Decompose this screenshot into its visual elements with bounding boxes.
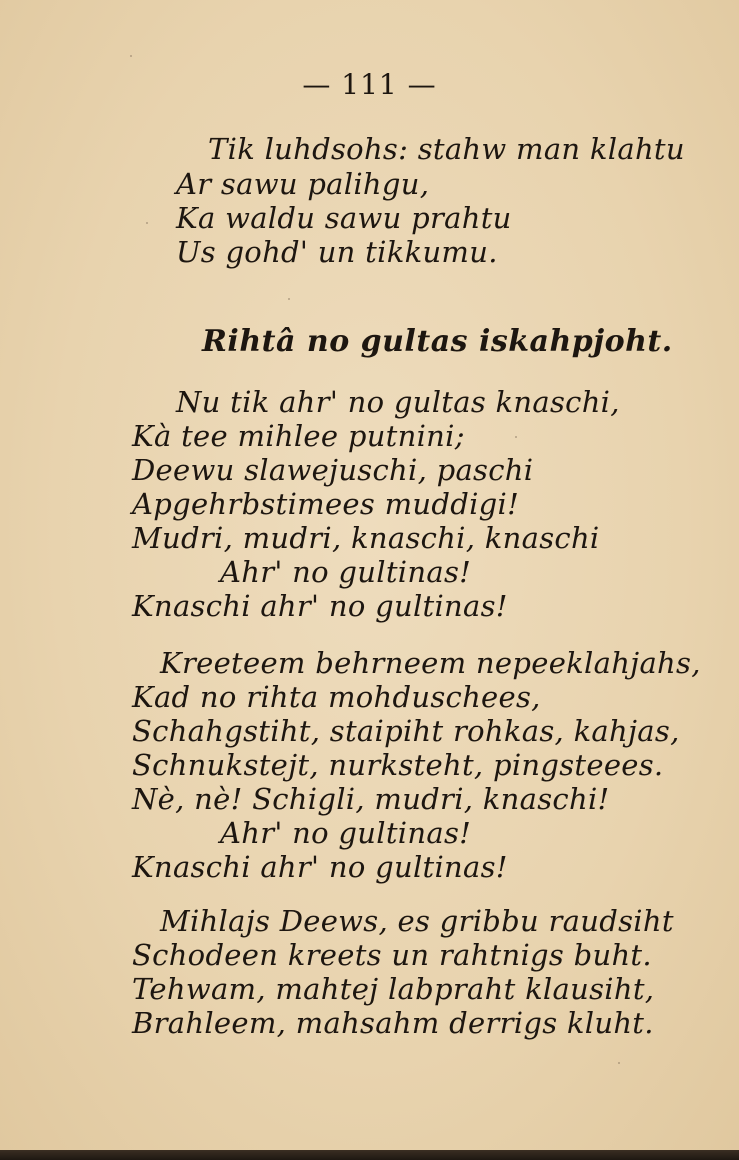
stanza1-line-4: Us gohd' un tikkumu. xyxy=(176,235,498,269)
stanza3-line-4: Schnukstejt, nurksteht, pingsteees. xyxy=(132,748,664,782)
stanza4-line-1: Mihlajs Deews, es gribbu raudsiht xyxy=(160,904,674,938)
poem-title: Rihtâ no gultas iskahpjoht. xyxy=(202,324,673,359)
stanza2-line-1: Nu tik ahr' no gultas knaschi, xyxy=(176,385,620,419)
stanza2-line-2: Kà tee mihlee putnini; xyxy=(132,419,465,453)
stanza2-line-5: Mudri, mudri, knaschi, knaschi xyxy=(132,521,600,555)
page-number: — 111 — xyxy=(302,68,437,101)
stanza3-line-7: Knaschi ahr' no gultinas! xyxy=(132,850,508,884)
stanza2-line-6: Ahr' no gultinas! xyxy=(220,555,472,589)
stanza3-line-5: Nè, nè! Schigli, mudri, knaschi! xyxy=(132,782,610,816)
stanza3-line-2: Kad no rihta mohduschees, xyxy=(132,680,541,714)
stanza3-line-1: Kreeteem behrneem nepeeklahjahs, xyxy=(160,646,701,680)
stanza2-line-3: Deewu slawejuschi, paschi xyxy=(132,453,534,487)
paper-speck xyxy=(515,436,517,438)
stanza1-line-3: Ka waldu sawu prahtu xyxy=(176,201,512,235)
stanza4-line-4: Brahleem, mahsahm derrigs kluht. xyxy=(132,1006,654,1040)
paper-speck xyxy=(288,298,290,300)
stanza2-line-4: Apgehrbstimees muddigi! xyxy=(132,487,520,521)
stanza1-line-1: Tik luhdsohs: stahw man klahtu xyxy=(208,132,685,166)
stanza3-line-6: Ahr' no gultinas! xyxy=(220,816,472,850)
paper-speck xyxy=(130,55,132,57)
paper-speck xyxy=(618,1062,620,1064)
stanza4-line-3: Tehwam, mahtej labpraht klausiht, xyxy=(132,972,655,1006)
stanza2-line-7: Knaschi ahr' no gultinas! xyxy=(132,589,508,623)
stanza1-line-2: Ar sawu palihgu, xyxy=(176,167,430,201)
stanza4-line-2: Schodeen kreets un rahtnigs buht. xyxy=(132,938,652,972)
page-bottom-edge xyxy=(0,1150,739,1160)
paper-speck xyxy=(146,222,148,224)
stanza3-line-3: Schahgstiht, staipiht rohkas, kahjas, xyxy=(132,714,680,748)
